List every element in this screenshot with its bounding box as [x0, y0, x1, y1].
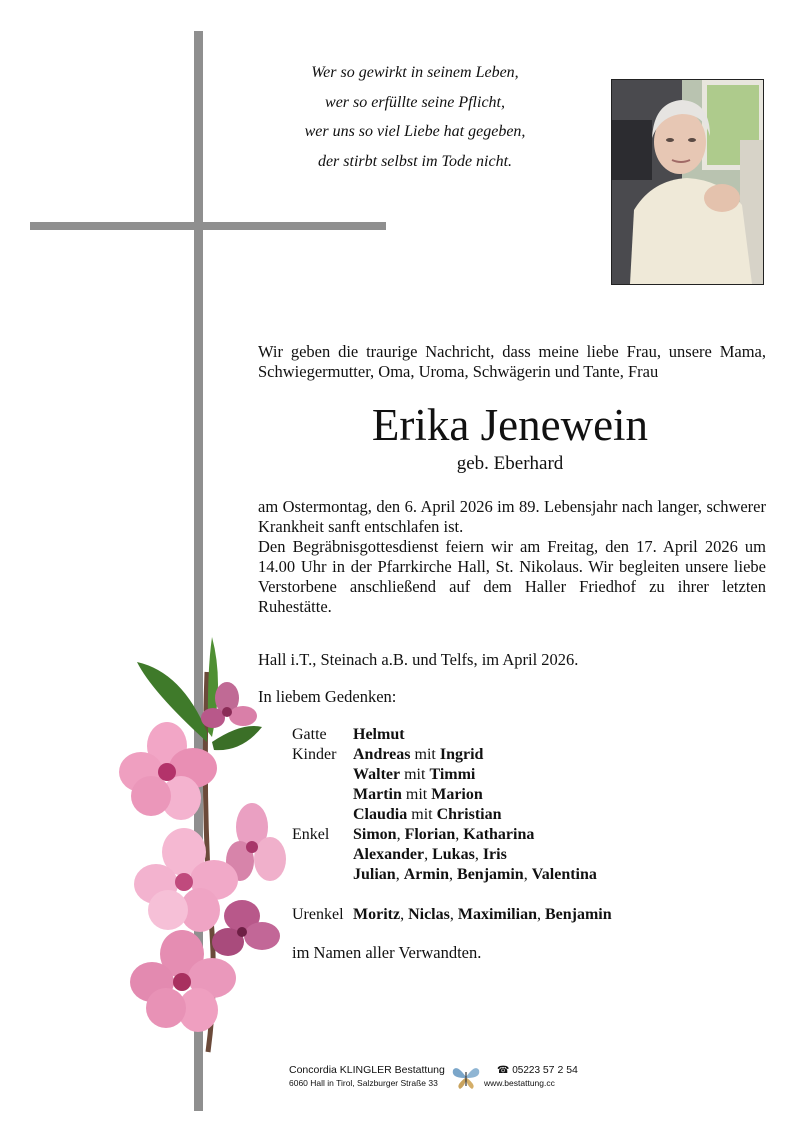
connector: mit — [404, 766, 426, 783]
blossom-branch-image — [112, 632, 297, 1057]
passing-text: am Ostermontag, den 6. April 2026 im 89. Lebensjahr nach langer, schwerer Krankheit sanft entschlafen ist. — [258, 497, 766, 536]
family-row-kinder — [292, 745, 612, 765]
connector: mit — [405, 786, 428, 803]
family-name: Andreas — [353, 746, 411, 763]
memory-line: In liebem Gedenken: — [258, 687, 397, 706]
family-name: Julian — [353, 866, 396, 883]
poem-line: Wer so gewirkt in seinem Leben, — [311, 64, 519, 81]
birth-name: geb. Eberhard — [456, 453, 564, 474]
family-name: Moritz — [353, 906, 401, 923]
family-name: Niclas — [408, 906, 450, 923]
family-name: Marion — [431, 786, 483, 803]
family-name: Simon — [353, 826, 397, 843]
phone-line — [497, 1064, 578, 1077]
family-name: Ingrid — [439, 746, 484, 763]
family-name: Claudia — [353, 806, 408, 823]
family-name: Armin — [403, 866, 450, 883]
family-row-enkel: Julian, Armin, Benjamin, Valentina — [353, 866, 597, 883]
family-row-kinder — [292, 785, 612, 805]
family-name: Christian — [436, 806, 502, 823]
family-name: Timmi — [429, 766, 476, 783]
poem-line: der stirbt selbst im Tode nicht. — [317, 152, 513, 170]
connector: mit — [414, 746, 436, 763]
family-row-enkel: Enkel Simon, Florian, Katharina — [292, 826, 535, 843]
role-label: Enkel — [292, 826, 330, 843]
company-address: 6060 Hall in Tirol, Salzburger Straße 33 — [289, 1078, 438, 1088]
intro-text: Wir geben die traurige Nachricht, dass meine liebe Frau, unsere Mama, Schwiegermutter, Oma, Uroma, Schwägerin und Tante, Frau — [258, 342, 766, 381]
company-name: Concordia KLINGLER Bestattung — [289, 1064, 445, 1076]
role-label: Gatte — [292, 726, 327, 743]
phone-prefix: 05223 — [512, 1065, 541, 1076]
funeral-text: Den Begräbnisgottesdienst feiern wir am Freitag, den 17. April 2026 um 14.00 Uhr in der Pfarrkirche Hall, St. Nikolaus. Wir begleiten unsere liebe Verstorbene anschließend auf dem Haller Friedhof zu ihrer letzten Ruhestätte. — [258, 537, 766, 616]
phone-number: 57 2 54 — [542, 1064, 578, 1076]
deceased-name: Erika Jenewein — [371, 400, 649, 450]
family-name: Lukas — [432, 846, 475, 863]
family-name: Florian — [404, 826, 456, 843]
family-row-kinder — [292, 765, 612, 785]
relatives-line: im Namen aller Verwandten. — [292, 943, 482, 962]
family-name: Iris — [482, 846, 507, 863]
family-name: Katharina — [463, 826, 535, 843]
footer-right — [484, 1064, 578, 1089]
poem-line: wer so erfüllte seine Pflicht, — [325, 93, 505, 111]
role-label: Kinder — [292, 746, 337, 763]
family-name: Helmut — [353, 726, 405, 743]
website[interactable]: www.bestattung.cc — [484, 1078, 555, 1088]
cross-horizontal-bar — [30, 222, 386, 230]
family-name: Benjamin — [544, 906, 612, 923]
connector: mit — [411, 806, 433, 823]
family-row-urenkel: Urenkel Moritz, Niclas, Maximilian, Benjamin — [292, 906, 612, 923]
butterfly-icon — [451, 1064, 481, 1090]
poem — [270, 58, 560, 176]
family-list — [292, 725, 612, 925]
family-name: Walter — [353, 766, 401, 783]
portrait-photo — [611, 79, 764, 285]
role-label: Urenkel — [292, 906, 344, 923]
family-row-enkel: Alexander, Lukas, Iris — [353, 846, 507, 863]
poem-line: wer uns so viel Liebe hat gegeben, — [304, 123, 526, 140]
family-name: Benjamin — [457, 866, 524, 883]
place-date: Hall i.T., Steinach a.B. und Telfs, im April 2026. — [258, 650, 579, 669]
family-name: Alexander — [353, 846, 425, 863]
family-row-gatte — [292, 725, 612, 745]
telephone-icon: ☎ — [497, 1065, 510, 1076]
family-name: Maximilian — [457, 906, 537, 923]
blossom-illustration — [112, 632, 297, 1057]
family-name: Valentina — [531, 866, 597, 883]
main-text — [258, 497, 766, 617]
family-row-kinder — [292, 805, 612, 825]
family-name: Martin — [353, 786, 402, 803]
portrait-illustration — [612, 80, 763, 284]
